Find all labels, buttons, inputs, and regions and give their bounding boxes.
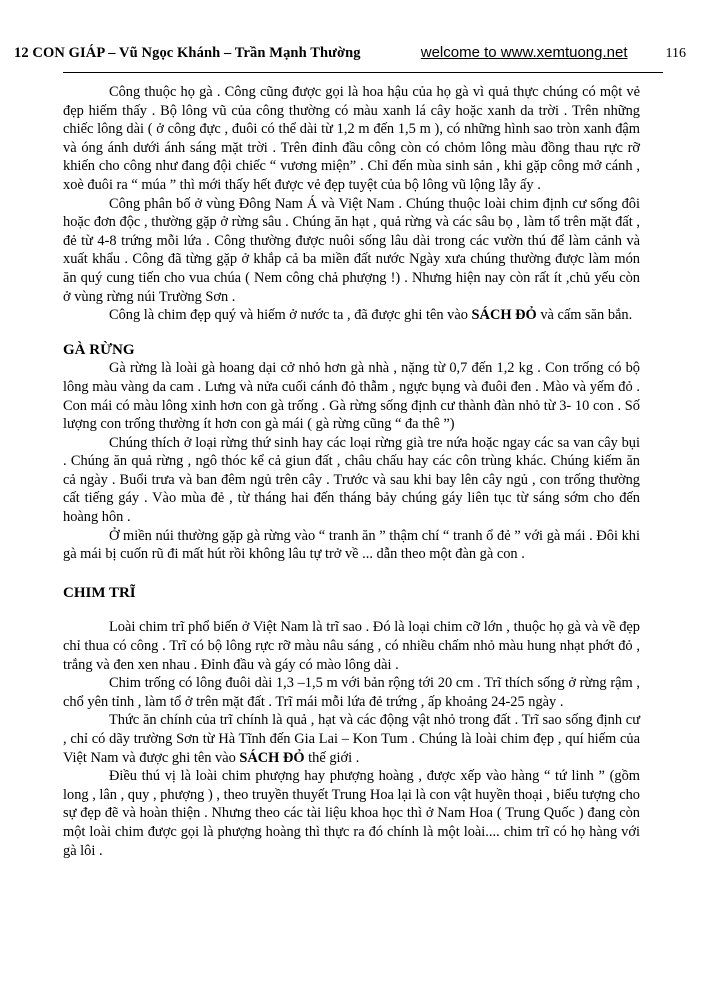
chim-tri-paragraph-4: Điều thú vị là loài chim phượng hay phượng hoàng , được xếp vào hàng “ tứ linh ” (gồm long , lân , quy , phượng ) , theo truyền thuyết Trung Hoa lại là con vật huyền thoại , biểu tượng cho sự đẹp đẽ và hoàn thiện . Nhưng theo các tài liệu khoa học thì ở Nam Hoa ( Trung Quốc ) đang còn một loài chim được gọi là phượng hoàng thì thực ra đó chính là một loài.... chim trĩ có họ hàng với gà lôi . [63, 768, 640, 859]
chim-tri-paragraph-3-text: Thức ăn chính của trĩ chính là quả , hạt và các động vật nhỏ trong đất . Trĩ sao sống định cư , chỉ có dãy trường Sơn từ Hà Tĩnh đến Gia Lai – Kon Tum . Chúng là loài chim đẹp , quí hiếm của Việt Nam và được ghi tên vào [63, 712, 640, 766]
chim-tri-paragraph-1: Loài chim trĩ phổ biến ở Việt Nam là trĩ sao . Đó là loại chim cỡ lớn , thuộc họ gà và về đẹp chỉ thua có công . Trĩ có bộ lông rực rỡ màu nâu sáng , có nhiều chấm nhỏ màu hung nhạt phớt đỏ , trắng và đen xen nhau . Đỉnh đầu và gáy có mào lông dài . [63, 619, 640, 673]
ga-rung-paragraph-2: Chúng thích ở loại rừng thứ sinh hay các loại rừng già tre nứa hoặc ngay các sa van cây bụi . Chúng ăn quả rừng , ngô thóc kể cả giun đất , châu chấu hay các côn trùng khác. Chúng kiếm ăn cả ngày . Buổi trưa và ban đêm ngủ trên cây . Trước và sau khi bay lên cây ngủ , con trống thường cất tiếng gáy . Vào mùa đẻ , từ tháng hai đến tháng bảy chúng gáy liên tục từ sáng sớm cho đến hoàng hôn . [63, 434, 640, 526]
intro-paragraph-3-tail: và cấm săn bắn. [536, 307, 633, 324]
page-number: 116 [665, 46, 686, 61]
ga-rung-paragraph-1: Gà rừng là loài gà hoang dại cở nhỏ hơn gà nhà , nặng từ 0,7 đến 1,2 kg . Con trống có bộ lông màu vàng da cam . Lưng và nửa cuối cánh đỏ thẫm , ngực bụng và đuôi đen . Mào và yếm đỏ . Con mái có màu lông xinh hơn con gà trống . Gà rừng sống định cư thành đàn nhỏ từ 3- 10 con . Số lượng con trống thường ít hơn con gà mái ( gà rừng cũng “ đa thê ”) [63, 360, 640, 433]
chim-tri-paragraph-2: Chim trống có lông đuôi dài 1,3 –1,5 m với bản rộng tới 20 cm . Trĩ thích sống ở rừng rậm , chổ yên tỉnh , làm tổ ở trên mặt đất . Trĩ mái mỗi lứa đẻ trứng , ấp khoảng 24-25 ngày . [63, 675, 640, 710]
intro-paragraph-3-text: Công là chim đẹp quý và hiếm ở nước ta , đã được ghi tên vào [109, 307, 472, 324]
red-book-mention: SÁCH ĐỎ [471, 307, 537, 324]
website-link[interactable]: welcome to www.xemtuong.net [420, 44, 628, 61]
page-header [0, 0, 702, 62]
intro-paragraph-3 [63, 306, 640, 325]
red-book-mention-2: SÁCH ĐỎ [239, 749, 305, 766]
book-title: 12 CON GIÁP – Vũ Ngọc Khánh – Trần Mạnh Thường [14, 45, 361, 61]
section-heading-ga-rung: GÀ RỪNG [63, 341, 135, 358]
intro-paragraph-1: Công thuộc họ gà . Công cũng được gọi là hoa hậu của họ gà vì quả thực chúng có một vẻ đẹp hiếm thấy . Bộ lông vũ của công thường có màu xanh lá cây hoặc xanh da trời . Trên những chiếc lông dài ( ở công đực , đuôi có thể dài từ 1,2 m đến 1,5 m ), có những hình sao tròn xanh đậm và óng ánh dưới ánh sáng mặt trời . Trên đỉnh đầu công còn có chỏm lông màu đồng thau rực rỡ khiến cho công như đang đội chiếc “ vương miện” . Chỉ đến mùa sinh sản , khi gặp công mở cánh , xoè đuôi ra “ múa ” thì mới thấy hết được vẻ đẹp tuyệt của bộ lông vũ lộng lẫy ấy . [63, 84, 640, 193]
intro-paragraph-2: Công phân bố ở vùng Đông Nam Á và Việt Nam . Chúng thuộc loài chim định cư sống đôi hoặc đơn độc , thường gặp ở rừng sâu . Chúng ăn hạt , quả rừng và các sâu bọ , làm tổ trên mặt đất , đẻ từ 4-8 trứng mỗi lứa . Công thường được nuôi sống lâu dài trong các vườn thú để làm cảnh và xuất khẩu . Công đã từng gặp ở khắp cả ba miền đất nước Ngày xưa chúng thường được làm món ăn quý cung tiến cho vua chúa ( Nem công chả phượng !) . Nhưng hiện nay còn rất ít ,chủ yếu còn ở vùng rừng núi Trường Sơn . [63, 195, 640, 305]
page-body [0, 73, 702, 860]
ga-rung-paragraph-3: Ở miền núi thường gặp gà rừng vào “ tranh ăn ” thậm chí “ tranh ổ đẻ ” với gà mái . Đôi khi gà mái bị cuốn rũ đi mất hút rồi không lâu tự trở về ... dẫn theo một đàn gà con . [63, 527, 640, 563]
chim-tri-paragraph-3-tail: thế giới . [304, 749, 360, 766]
chim-tri-paragraph-3 [63, 711, 640, 767]
section-heading-chim-tri: CHIM TRĨ [63, 584, 136, 601]
